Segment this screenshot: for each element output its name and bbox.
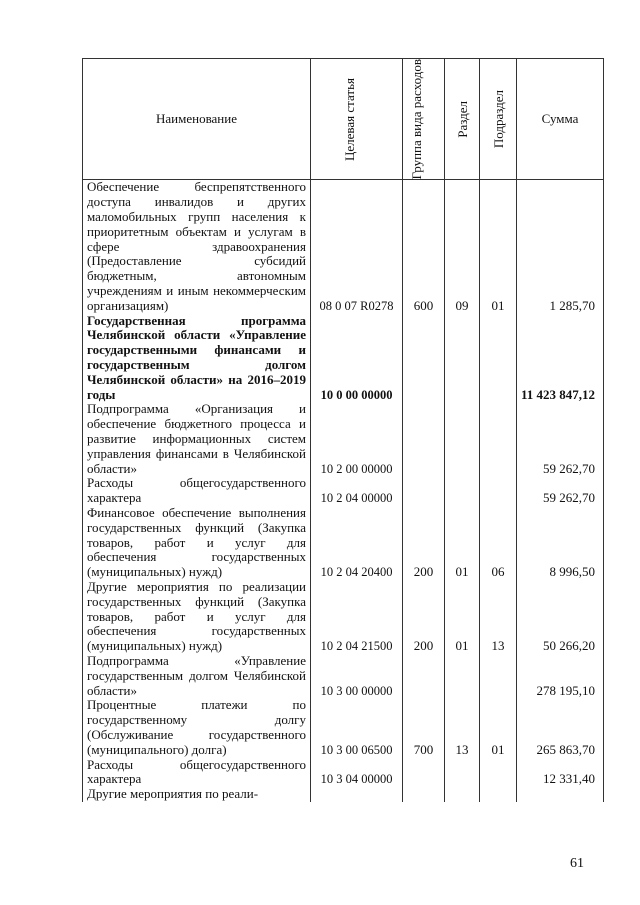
row-group-cell: 600 xyxy=(403,180,445,314)
row-target-cell xyxy=(311,787,403,802)
row-name-cell: Подпрограмма «Организация и обеспечение бюджетного процесса и развитие информационных систем управления финансами в Челябинской области» xyxy=(83,402,311,476)
table-row xyxy=(83,698,604,757)
row-subsection-cell: 13 xyxy=(480,580,517,654)
header-subsection-text: Подраздел xyxy=(490,90,506,149)
row-target-cell: 10 0 00 00000 xyxy=(311,314,403,403)
row-name-cell: Обеспечение беспрепятственного доступа инвалидов и других маломобильных групп населения к приоритетным объектам и услугам в сфере здравоохранения (Предоставление субсидий бюджетным, автономным учреждениям и иным некоммерческим организациям) xyxy=(83,180,311,314)
row-sum-cell: 11 423 847,12 xyxy=(517,314,604,403)
table-row xyxy=(83,787,604,802)
row-sum-cell: 50 266,20 xyxy=(517,580,604,654)
table-row xyxy=(83,758,604,788)
row-group-cell xyxy=(403,476,445,506)
row-section-cell xyxy=(445,314,480,403)
header-subsection xyxy=(480,59,517,180)
row-sum-cell: 278 195,10 xyxy=(517,654,604,698)
row-sum-cell: 59 262,70 xyxy=(517,402,604,476)
table-row xyxy=(83,654,604,698)
row-subsection-cell xyxy=(480,402,517,476)
row-section-cell xyxy=(445,758,480,788)
row-section-cell xyxy=(445,402,480,476)
row-section-cell xyxy=(445,654,480,698)
row-section-cell: 01 xyxy=(445,580,480,654)
row-group-cell: 200 xyxy=(403,580,445,654)
table-row xyxy=(83,506,604,580)
header-section-text: Раздел xyxy=(454,100,470,138)
row-name-cell: Финансовое обеспечение выполнения государственных функций (Закупка товаров, работ и услуг для обеспечения государственных (муниципальных) нужд) xyxy=(83,506,311,580)
table-row xyxy=(83,580,604,654)
table-row xyxy=(83,476,604,506)
table-row xyxy=(83,402,604,476)
row-target-cell: 10 2 00 00000 xyxy=(311,402,403,476)
header-target xyxy=(311,59,403,180)
table-row xyxy=(83,314,604,403)
row-section-cell: 09 xyxy=(445,180,480,314)
header-sum: Сумма xyxy=(517,59,604,180)
row-subsection-cell xyxy=(480,787,517,802)
row-subsection-cell: 01 xyxy=(480,698,517,757)
row-section-cell xyxy=(445,787,480,802)
row-section-cell: 13 xyxy=(445,698,480,757)
row-sum-cell: 1 285,70 xyxy=(517,180,604,314)
row-sum-cell: 12 331,40 xyxy=(517,758,604,788)
row-target-cell: 10 3 00 00000 xyxy=(311,654,403,698)
header-section xyxy=(445,59,480,180)
row-subsection-cell: 06 xyxy=(480,506,517,580)
row-group-cell xyxy=(403,758,445,788)
row-name-cell: Другие мероприятия по реализации государственных функций (Закупка товаров, работ и услуг для обеспечения государственных (муниципальных) нужд) xyxy=(83,580,311,654)
row-sum-cell: 265 863,70 xyxy=(517,698,604,757)
row-target-cell: 10 2 04 20400 xyxy=(311,506,403,580)
header-target-text: Целевая статья xyxy=(341,77,357,161)
row-target-cell: 10 3 04 00000 xyxy=(311,758,403,788)
page-number: 61 xyxy=(570,856,584,871)
row-group-cell: 700 xyxy=(403,698,445,757)
row-name-cell: Процентные платежи по государственному долгу (Обслуживание государственного (муниципального) долга) xyxy=(83,698,311,757)
row-sum-cell: 8 996,50 xyxy=(517,506,604,580)
row-section-cell: 01 xyxy=(445,506,480,580)
row-subsection-cell xyxy=(480,654,517,698)
row-name-cell: Подпрограмма «Управление государственным долгом Челябинской области» xyxy=(83,654,311,698)
table-body xyxy=(83,180,604,802)
row-subsection-cell xyxy=(480,476,517,506)
row-subsection-cell: 01 xyxy=(480,180,517,314)
row-name-cell: Государственная программа Челябинской области «Управление государственными финансами и государственным долгом Челябинской области» на 2016–2019 годы xyxy=(83,314,311,403)
row-group-cell xyxy=(403,314,445,403)
row-group-cell xyxy=(403,402,445,476)
row-subsection-cell xyxy=(480,314,517,403)
row-group-cell xyxy=(403,787,445,802)
row-subsection-cell xyxy=(480,758,517,788)
row-target-cell: 08 0 07 R0278 xyxy=(311,180,403,314)
header-group-text: Группа вида расходов xyxy=(408,59,424,180)
row-target-cell: 10 2 04 21500 xyxy=(311,580,403,654)
table-header-row xyxy=(83,59,604,180)
row-name-cell: Расходы общегосударственного характера xyxy=(83,758,311,788)
row-group-cell xyxy=(403,654,445,698)
table-row xyxy=(83,180,604,314)
row-target-cell: 10 2 04 00000 xyxy=(311,476,403,506)
row-section-cell xyxy=(445,476,480,506)
header-group xyxy=(403,59,445,180)
row-name-cell: Другие мероприятия по реали- xyxy=(83,787,311,802)
row-target-cell: 10 3 00 06500 xyxy=(311,698,403,757)
row-group-cell: 200 xyxy=(403,506,445,580)
row-sum-cell: 59 262,70 xyxy=(517,476,604,506)
budget-table xyxy=(82,58,604,802)
row-name-cell: Расходы общегосударственного характера xyxy=(83,476,311,506)
header-name: Наименование xyxy=(83,59,311,180)
row-sum-cell xyxy=(517,787,604,802)
